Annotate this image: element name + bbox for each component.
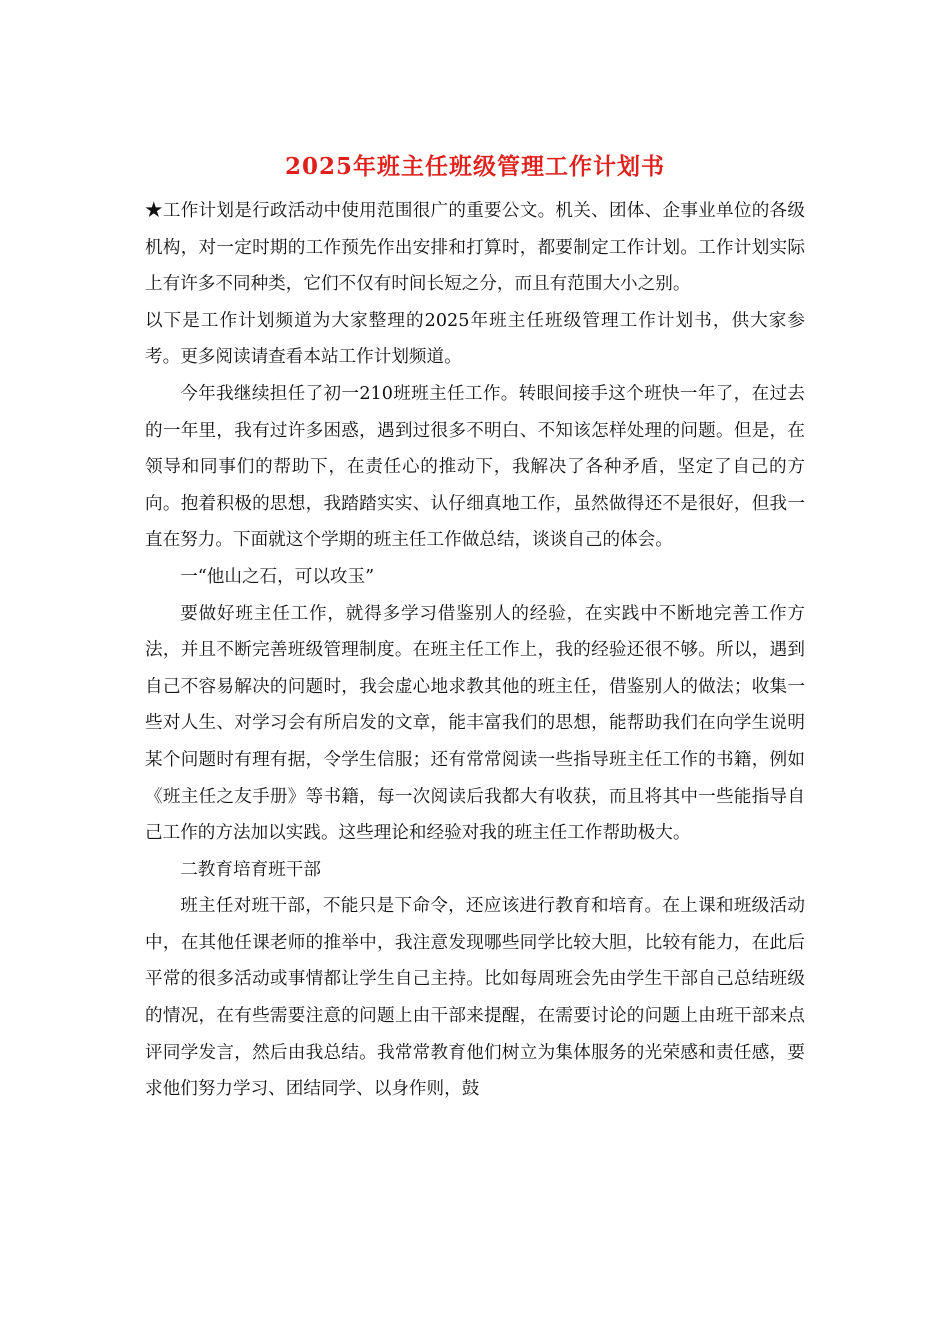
intro-paragraph: ★工作计划是行政活动中使用范围很广的重要公文。机关、团体、企事业单位的各级机构，对一定时期的工作预先作出安排和打算时，都要制定工作计划。工作计划实际上有许多不同种类，它们不仅有时间长短之分，而且有范围大小之别。 [145, 201, 805, 295]
body-paragraph-section-1: 要做好班主任工作，就得多学习借鉴别人的经验，在实践中不断地完善工作方法，并且不断完善班级管理制度。在班主任工作上，我的经验还很不够。所以，遇到自己不容易解决的问题时，我会虚心地求教其他的班主任，借鉴别人的做法；收集一些对人生、对学习会有所启发的文章，能丰富我们的思想，能帮助我们在向学生说明某个问题时有理有据，令学生信服；还有常常阅读一些指导班主任工作的书籍，例如《班主任之友手册》等书籍，每一次阅读后我都大有收获，而且将其中一些能指导自己工作的方法加以实践。这些理论和经验对我的班主任工作帮助极大。 [145, 603, 805, 844]
body-paragraph-section-2: 班主任对班干部，不能只是下命令，还应该进行教育和培育。在上课和班级活动中，在其他任课老师的推举中，我注意发现哪些同学比较大胆，比较有能力，在此后平常的很多活动或事情都让学生自己主持。比如每周班会先由学生干部自己总结班级的情况，在有些需要注意的问题上由干部来提醒，在需要讨论的问题上由班干部来点评同学发言，然后由我总结。我常常教育他们树立为集体服务的光荣感和责任感，要求他们努力学习、团结同学、以身作则，鼓 [145, 896, 805, 1100]
document-body [145, 193, 805, 1108]
source-note-paragraph: 以下是工作计划频道为大家整理的2025年班主任班级管理工作计划书，供大家参考。更多阅读请查看本站工作计划频道。 [145, 310, 805, 368]
section-heading-1: 一“他山之石，可以攻玉” [180, 566, 375, 587]
section-heading-2: 二教育培育班干部 [180, 859, 321, 880]
document-title: 2025年班主任班级管理工作计划书 [284, 153, 665, 180]
body-paragraph-intro: 今年我继续担任了初一210班班主任工作。转眼间接手这个班快一年了，在过去的一年里，我有过许多困惑，遇到过很多不明白、不知该怎样处理的问题。但是，在领导和同事们的帮助下，在责任心的推动下，我解决了各种矛盾，坚定了自己的方向。抱着积极的思想，我踏踏实实、认仔细真地工作，虽然做得还不是很好，但我一直在努力。下面就这个学期的班主任工作做总结，谈谈自己的体会。 [145, 383, 805, 551]
